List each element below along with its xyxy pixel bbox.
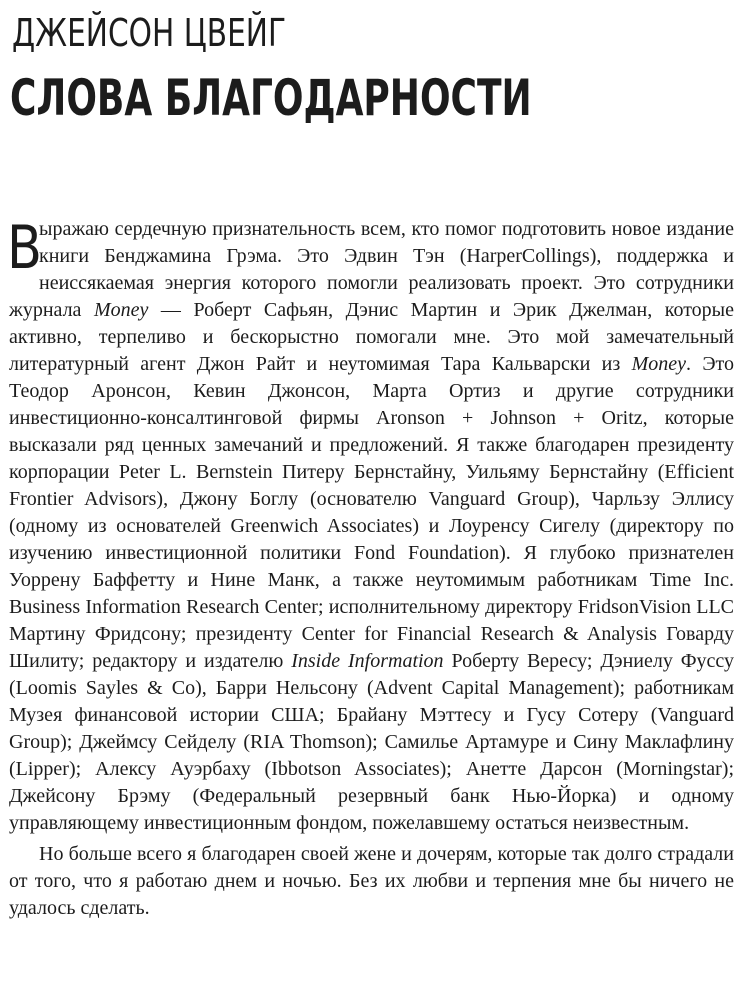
publication-name-inside-information: Inside Information: [291, 650, 444, 672]
paragraph-1-text-b: — Роберт Сафьян, Дэнис Мартин и Эрик Джелман, которые активно, терпеливо и бескорыстно помогали мне. Это мой замечательный литературный агент Джон Райт и неутомимая Тара Кальварски из: [9, 299, 734, 375]
paragraph-1-text-a: ыражаю сердечную признательность всем, кто помог подготовить новое издание книги Бенджамина Грэма. Это Эдвин Тэн (HarperCollings), поддержка и неиссякаемая энергия которого помогли реализовать проект. Это сотрудники журнала: [9, 218, 734, 321]
acknowledgements-text: [7, 213, 735, 922]
paragraph-2: Но больше всего я благодарен своей жене и дочерям, которые так долго страдали от того, что я работаю днем и ночью. Без их любви и терпения мне бы ничего не удалось сделать.: [9, 843, 734, 919]
page-title: СЛОВА БЛАГОДАРНОСТИ: [10, 69, 532, 127]
journal-name-money: Money: [93, 299, 149, 321]
paragraph-1-text-c: . Это Теодор Аронсон, Кевин Джонсон, Марта Ортиз и другие сотрудники инвестиционно-консалтинговой фирмы Aronson + Johnson + Oritz, которые высказали ряд ценных замечаний и предложений. Я также благодарен президенту корпорации Peter L. Bernstein Питеру Бернстайну, Уильяму Бернстайну (Efficient Frontier Advisors), Джону Боглу (основателю Vanguard Group), Чарльзу Эллису (одному из основателей Greenwich Associates) и Лоуренсу Сигелу (директору по изучению инвестиционной политики Fond Foundation). Я глубоко признателен Уоррену Баффетту и Нине Манк, а также неутомимым работникам Time Inc. Business Information Research Center; исполнительному директору FridsonVision LLC Мартину Фридсону; президенту Center for Financial Research & Analysis Говарду Шилиту; редактору и издателю: [9, 353, 734, 672]
paragraph-1-text-d: Роберту Вересу; Дэниелу Фуссу (Loomis Sayles & Co), Барри Нельсону (Advent Capital Management); работникам Музея финансовой истории США; Брайану Мэттесу и Гусу Сотеру (Vanguard Group); Джеймсу Сейделу (RIA Thomson); Самилье Артамуре и Сину Маклафлину (Lipper); Алексу Ауэрбаху (Ibbotson Associates); Анетте Дарсон (Morningstar); Джейсону Брэму (Федеральный резервный банк Нью-Йорка) и одному управляющему инвестиционным фондом, пожелавшему остаться неизвестным.: [9, 650, 735, 834]
author-name: ДЖЕЙСОН ЦВЕЙГ: [12, 11, 287, 55]
drop-cap: В: [7, 213, 42, 283]
journal-name-money-2: Money: [631, 353, 686, 375]
paragraph-1: [7, 213, 735, 837]
